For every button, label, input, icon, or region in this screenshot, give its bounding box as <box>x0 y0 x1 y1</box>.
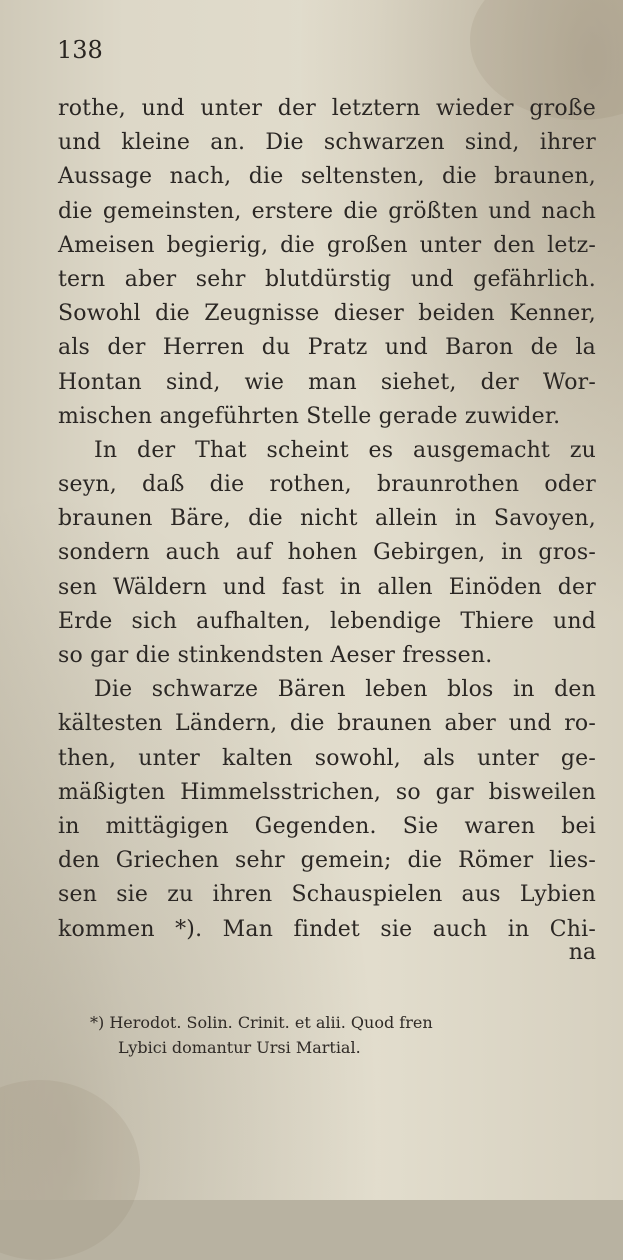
body-text <box>58 92 596 947</box>
text-line: Ameisen begierig, die großen unter den letz- <box>58 232 596 258</box>
text-line: tern aber sehr blutdürstig und gefährlich. <box>58 266 596 292</box>
text-line: Erde sich aufhalten, lebendige Thiere und <box>58 608 596 634</box>
text-line: kältesten Ländern, die braunen aber und ro- <box>58 711 596 737</box>
text-line: Hontan sind, wie man siehet, der Wor- <box>58 369 596 395</box>
text-line: Aussage nach, die seltensten, die braunen, <box>58 164 596 190</box>
text-line: den Griechen sehr gemein; die Römer lies- <box>58 848 596 874</box>
text-line: seyn, daß die rothen, braunrothen oder <box>58 472 596 498</box>
text-line: und kleine an. Die schwarzen sind, ihrer <box>58 130 596 156</box>
text-line: als der Herren du Pratz und Baron de la <box>58 335 596 361</box>
footnote <box>90 1010 600 1060</box>
text-line: in mittägigen Gegenden. Sie waren bei <box>58 813 596 839</box>
catchword: na <box>568 940 596 965</box>
footnote-line: Lybici domantur Ursi Martial. <box>118 1038 361 1057</box>
text-line: so gar die stinkendsten Aeser fressen. <box>58 643 493 668</box>
text-line: then, unter kalten sowohl, als unter ge- <box>58 745 596 771</box>
text-line: mäßigten Himmelsstrichen, so gar bisweilen <box>58 779 596 805</box>
page-number: 138 <box>57 36 103 64</box>
text-line: sen Wäldern und fast in allen Einöden der <box>58 574 596 600</box>
text-line: sen sie zu ihren Schauspielen aus Lybien <box>58 882 596 908</box>
paper-stain <box>0 1080 140 1260</box>
text-line: mischen angeführten Stelle gerade zuwider. <box>58 403 561 429</box>
text-line: Die schwarze Bären leben blos in den <box>94 677 596 703</box>
text-line: In der That scheint es ausgemacht zu <box>94 437 596 463</box>
footnote-line: *) Herodot. Solin. Crinit. et alii. Quod fren <box>90 1013 433 1032</box>
text-line: rothe, und unter der letztern wieder große <box>58 96 596 121</box>
text-line: sondern auch auf hohen Gebirgen, in gros- <box>58 540 596 566</box>
text-line: die gemeinsten, erstere die größten und nach <box>58 198 596 224</box>
text-line: braunen Bäre, die nicht allein in Savoyen, <box>58 506 596 532</box>
text-line: kommen *). Man findet sie auch in Chi- <box>58 916 596 942</box>
text-line: Sowohl die Zeugnisse dieser beiden Kenner, <box>58 301 596 327</box>
